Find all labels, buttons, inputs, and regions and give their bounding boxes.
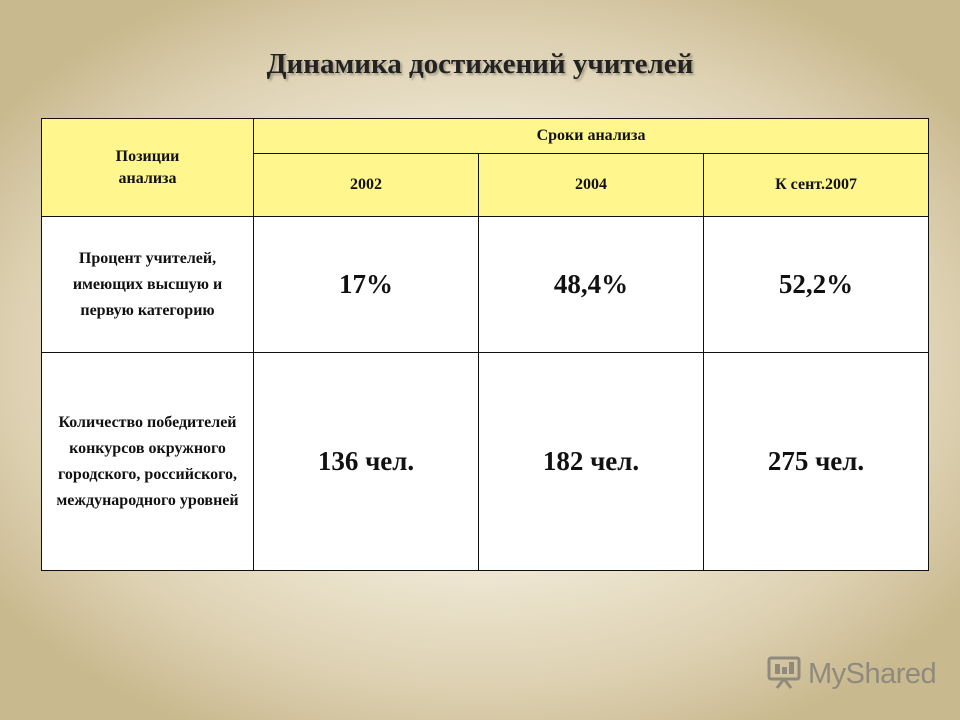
value-cell: 52,2% — [704, 217, 929, 353]
table-row — [42, 353, 929, 571]
position-header: Позиции анализа — [42, 119, 254, 217]
year-header-2002: 2002 — [254, 154, 479, 217]
value-cell: 275 чел. — [704, 353, 929, 571]
myshared-watermark — [766, 654, 936, 694]
watermark-text: MyShared — [808, 657, 937, 690]
page-title: Динамика достижений учителей — [266, 48, 694, 80]
year-header-2004: 2004 — [479, 154, 704, 217]
presentation-board-icon — [766, 654, 802, 695]
table-header-row — [42, 119, 929, 154]
year-header-2007: К сент.2007 — [704, 154, 929, 217]
period-header: Сроки анализа — [254, 119, 929, 154]
value-cell: 48,4% — [479, 217, 704, 353]
achievements-table — [41, 118, 929, 571]
row-label-teacher-category: Процент учителей, имеющих высшую и первую категорию — [42, 217, 254, 353]
value-cell: 182 чел. — [479, 353, 704, 571]
value-cell: 136 чел. — [254, 353, 479, 571]
table-row — [42, 217, 929, 353]
row-label-competition-winners: Количество победителей конкурсов окружного городского, российского, международного уровней — [42, 353, 254, 571]
value-cell: 17% — [254, 217, 479, 353]
